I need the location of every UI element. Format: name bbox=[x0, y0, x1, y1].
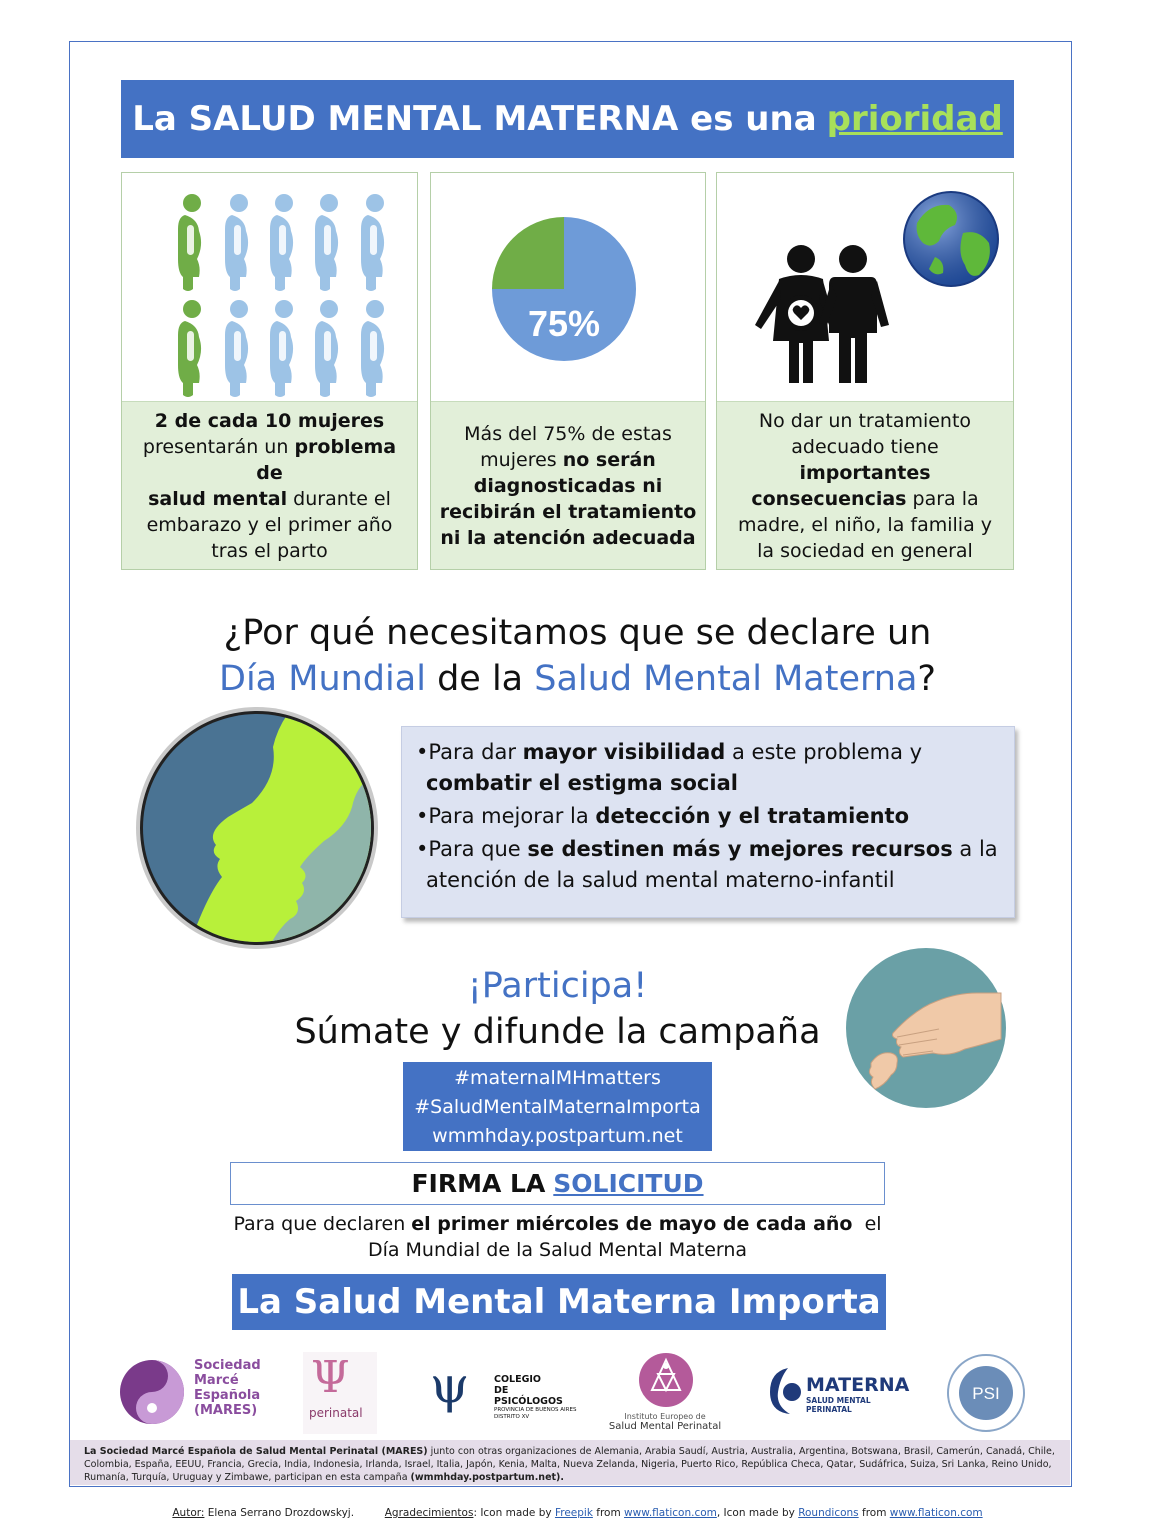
svg-text:PSI: PSI bbox=[972, 1384, 1000, 1403]
pregnant-woman-figure bbox=[270, 300, 293, 397]
card3-text: No dar un tratamiento adecuado tiene importantes consecuencias para la madre, el niño, la familia y la sociedad en general bbox=[717, 401, 1013, 569]
stat-card-women bbox=[121, 172, 418, 570]
sign-petition-box bbox=[230, 1162, 885, 1205]
mares-logo: Sociedad Marcé Española (MARES) bbox=[118, 1352, 258, 1434]
freepik-link[interactable]: Freepik bbox=[554, 1507, 593, 1519]
materna-logo: MATERNA SALUD MENTAL PERINATAL bbox=[766, 1352, 910, 1434]
women-figures bbox=[122, 173, 417, 401]
pie-label: 75% bbox=[527, 303, 601, 344]
pregnant-woman-figure bbox=[270, 194, 293, 291]
reason-item: •Para mejorar la detección y el tratamiento bbox=[416, 804, 910, 828]
reason-item: •Para que se destinen más y mejores recursos a la atención de la salud mental materno-infantil bbox=[416, 837, 998, 892]
pregnant-woman-figure bbox=[178, 194, 201, 291]
firma-label: FIRMA LA bbox=[411, 1169, 546, 1198]
card1-text: 2 de cada 10 mujeres presentarán un problema de salud mental durante el embarazo y el primer año tras el parto bbox=[122, 401, 417, 569]
psi-logo bbox=[945, 1352, 1027, 1434]
card2-text: Más del 75% de estas mujeres no serán diagnosticadas ni recibirán el tratamiento ni la atención adecuada bbox=[431, 401, 705, 569]
colegio-psicologos-logo: ψ COLEGIO DE PSICÓLOGOS PROVINCIA DE BUENOS AIRES DISTRITO XV bbox=[430, 1356, 577, 1420]
flaticon-link[interactable]: www.flaticon.com bbox=[624, 1507, 717, 1519]
pie-chart bbox=[431, 173, 707, 401]
stat-card-consequences bbox=[716, 172, 1014, 570]
flaticon-link-2[interactable]: www.flaticon.com bbox=[889, 1507, 983, 1519]
footnote: La Sociedad Marcé Española de Salud Mental Perinatal (MARES) junto con otras organizaciones de Alemania, Arabia Saudí, Austria, Australia, Argentina, Botswana, Brasil, Camerún, Canadá, Chile, Colombia, España, EEUU, Francia, Grecia, India, Indonesia, Irlanda, Israel, Italia, Japón, Kenia, Malta, Nueva Zelanda, Nigeria, Puerto Rico, República Checa, Qatar, Sudáfrica, Suiza, Sri Lanka, Reino Unido, Rumanía, Turquía, Uruguay y Zimbawe, participan en esta campaña (wmmhday.postpartum.net). bbox=[70, 1440, 1070, 1485]
reason-item: •Para dar mayor visibilidad a este problema y combatir el estigma social bbox=[416, 740, 923, 795]
sumate-heading: Súmate y difunde la campaña bbox=[294, 1012, 821, 1052]
title-highlight: prioridad bbox=[826, 99, 1003, 139]
page-title bbox=[121, 80, 1014, 158]
mother-child-icon bbox=[766, 1366, 806, 1416]
hands-icon bbox=[845, 947, 1009, 1109]
hashtags-box bbox=[403, 1062, 712, 1151]
pregnant-woman-figure bbox=[225, 300, 248, 397]
perinatal-logo: Ψ perinatal bbox=[303, 1352, 377, 1434]
globe-icon bbox=[904, 192, 998, 286]
solicitud-link[interactable]: SOLICITUD bbox=[553, 1169, 704, 1198]
credits-line: Autor: Elena Serrano Drozdowskyj. Agradecimientos: Icon made by Freepik from www.flaticon.com, Icon made by Roundicons from www.flaticon.com bbox=[172, 1507, 983, 1519]
roundicons-link[interactable]: Roundicons bbox=[798, 1507, 859, 1519]
hashtag-item[interactable]: #maternalMHmatters bbox=[454, 1067, 661, 1089]
hashtag-item[interactable]: #SaludMentalMaternaImporta bbox=[414, 1096, 701, 1118]
pregnant-woman-figure bbox=[315, 300, 338, 397]
instituto-europeo-logo: Instituto Europeo de Salud Mental Perinatal bbox=[606, 1352, 724, 1434]
question-heading: ¿Por qué necesitamos que se declare un Día Mundial de la Salud Mental Materna? bbox=[219, 613, 936, 699]
campaign-link[interactable]: wmmhday.postpartum.net bbox=[432, 1125, 683, 1147]
title-text: La SALUD MENTAL MATERNA es una bbox=[132, 99, 817, 139]
man-icon bbox=[819, 245, 889, 383]
stat-card-diagnosis bbox=[430, 172, 706, 570]
pregnant-women-icon bbox=[122, 173, 419, 401]
yin-yang-icon bbox=[118, 1358, 188, 1428]
pregnant-woman-figure bbox=[361, 300, 384, 397]
pregnant-woman-figure bbox=[178, 300, 201, 397]
participa-heading: ¡Participa! bbox=[467, 966, 648, 1006]
reasons-box bbox=[401, 726, 1015, 918]
slogan-banner: La Salud Mental Materna Importa bbox=[232, 1274, 886, 1330]
faces-profile-icon bbox=[128, 707, 390, 949]
petition-description: Para que declaren el primer miércoles de mayo de cada año el Día Mundial de la Salud Mental Materna bbox=[233, 1213, 882, 1261]
pregnant-woman-figure bbox=[361, 194, 384, 291]
pregnant-woman-figure bbox=[315, 194, 338, 291]
couple-icon bbox=[717, 173, 1015, 401]
pie-slice-minor bbox=[492, 217, 564, 289]
pregnant-woman-figure bbox=[225, 194, 248, 291]
